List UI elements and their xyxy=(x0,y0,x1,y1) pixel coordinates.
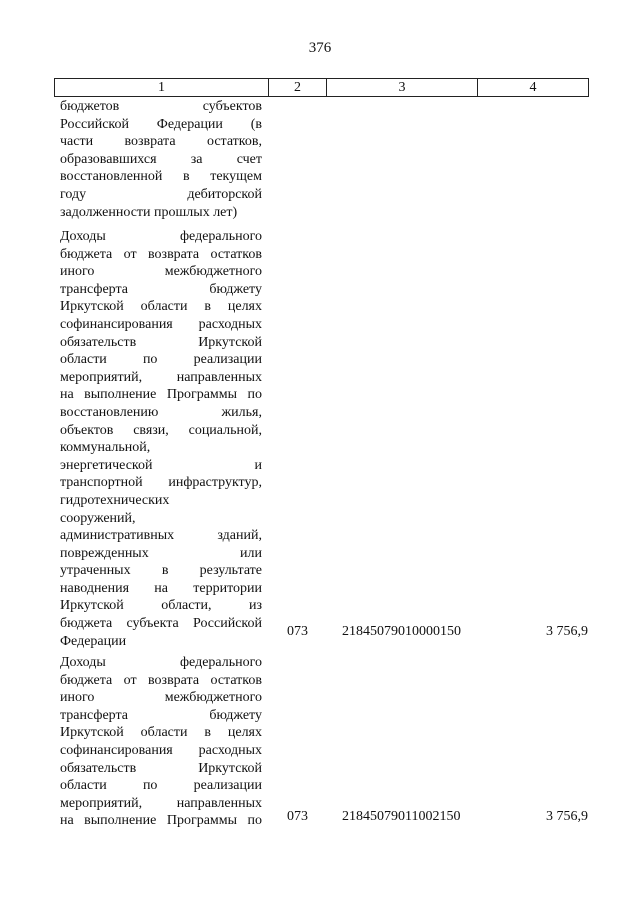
description-line: иного межбюджетного xyxy=(60,264,262,280)
description-line: Российской Федерации (в xyxy=(60,116,262,132)
description-line: коммунальной, xyxy=(60,440,151,456)
description-line: наводнения на территории xyxy=(60,580,262,596)
description-line: софинансирования расходных xyxy=(60,316,262,332)
description-line: транспортной инфраструктур, xyxy=(60,475,262,491)
description-line: Доходы федерального xyxy=(60,655,262,670)
description-line: объектов связи, социальной, xyxy=(60,422,262,438)
description-line: поврежденных или xyxy=(60,545,262,561)
description-line: части возврата остатков, xyxy=(60,134,262,150)
row-description xyxy=(60,654,262,830)
description-line: обязательств Иркутской xyxy=(60,760,262,776)
description-line: бюджета субъекта Российской xyxy=(60,616,262,632)
description-line: образовавшихся за счет xyxy=(60,151,262,167)
description-line: мероприятий, направленных xyxy=(60,369,262,385)
row-code: 073 xyxy=(287,624,308,639)
description-line: Иркутской области в целях xyxy=(60,299,262,315)
description-line: бюджета от возврата остатков xyxy=(60,672,262,688)
description-line: на выполнение Программы по xyxy=(60,387,262,403)
row-amount: 3 756,9 xyxy=(546,624,588,639)
description-line: энергетической и xyxy=(60,457,262,473)
page-number: 376 xyxy=(308,40,332,56)
row-kbk: 21845079011002150 xyxy=(342,809,461,824)
description-line: Доходы федерального xyxy=(60,229,262,244)
description-line: софинансирования расходных xyxy=(60,742,262,758)
description-line: утраченных в результате xyxy=(60,563,262,579)
description-line: трансферта бюджету xyxy=(60,281,262,297)
description-line: на выполнение Программы по xyxy=(60,813,262,829)
description-line: Федерации xyxy=(60,633,127,649)
description-line: иного межбюджетного xyxy=(60,690,262,706)
description-line: бюджета от возврата остатков xyxy=(60,246,262,262)
row-kbk: 21845079010000150 xyxy=(342,624,461,639)
description-line: году дебиторской xyxy=(60,186,262,202)
row-description xyxy=(60,228,262,650)
description-line: сооружений, xyxy=(60,510,136,526)
row-description xyxy=(60,98,262,221)
description-line: восстановленной в текущем xyxy=(60,169,262,185)
row-amount: 3 756,9 xyxy=(546,809,588,824)
description-line: гидротехнических xyxy=(60,492,170,508)
header-col-3: 3 xyxy=(327,79,478,96)
description-line: задолженности прошлых лет) xyxy=(60,204,238,220)
description-line: Иркутской области в целях xyxy=(60,725,262,741)
description-line: обязательств Иркутской xyxy=(60,334,262,350)
description-line: Иркутской области, из xyxy=(60,598,262,614)
table-header-row xyxy=(54,78,589,97)
header-col-2: 2 xyxy=(269,79,327,96)
description-line: трансферта бюджету xyxy=(60,707,262,723)
description-line: мероприятий, направленных xyxy=(60,795,262,811)
row-code: 073 xyxy=(287,809,308,824)
description-line: области по реализации xyxy=(60,778,262,794)
description-line: области по реализации xyxy=(60,352,262,368)
header-col-1: 1 xyxy=(55,79,269,96)
description-line: бюджетов субъектов xyxy=(60,99,262,114)
description-line: восстановлению жилья, xyxy=(60,404,262,420)
header-col-4: 4 xyxy=(529,79,537,95)
description-line: административных зданий, xyxy=(60,528,262,544)
